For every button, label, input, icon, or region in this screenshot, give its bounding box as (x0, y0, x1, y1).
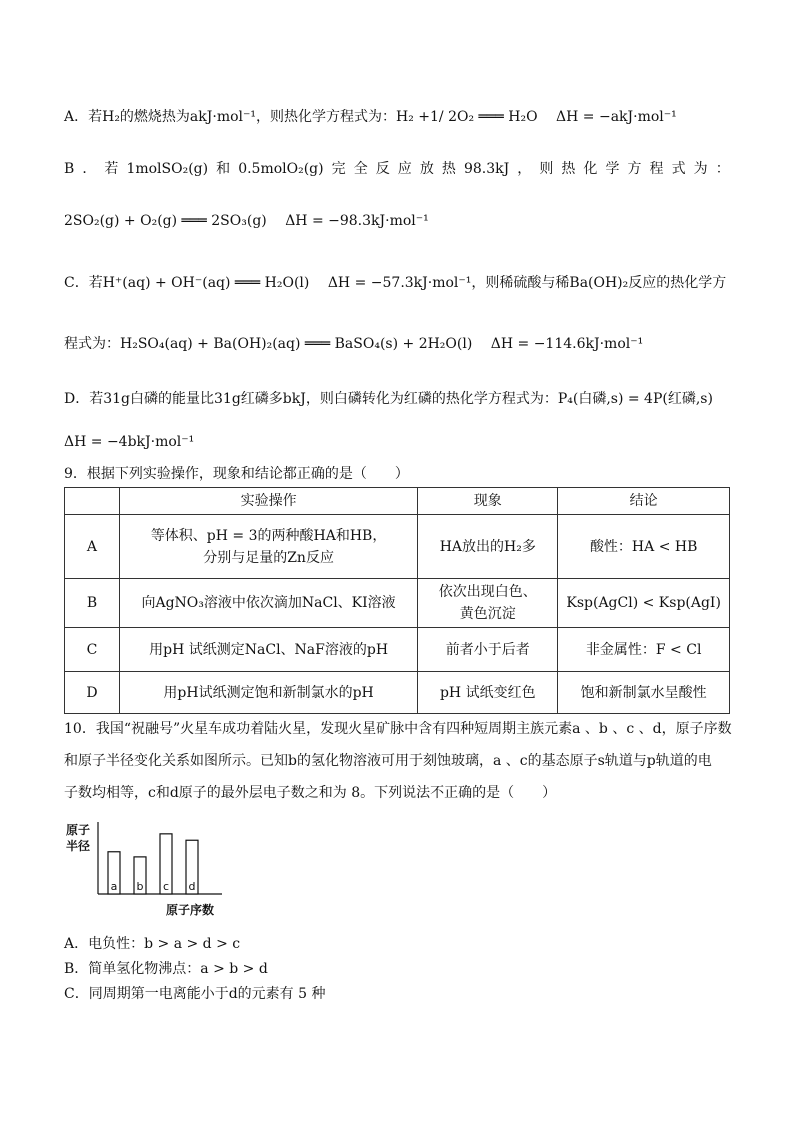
option-b-token: 完 (331, 161, 346, 177)
option-b-token: 放 (419, 161, 434, 177)
option-b-token: 化 (583, 161, 598, 177)
option-b-token: 学 (605, 161, 620, 177)
option-b-token: 则 (539, 161, 554, 177)
q8-option-d-line1: D．若31g白磷的能量比31g红磷多bkJ，则白磷转化为红磷的热化学方程式为：P₄(白磷,s) = 4P(红磷,s) (64, 391, 713, 407)
q10-option-b: B．简单氢化物沸点：a > b > d (64, 961, 268, 977)
option-b-token: 为 (693, 161, 708, 177)
row-phenomenon: 依次出现白色、黄色沉淀 (418, 579, 558, 628)
option-b-token: 0.5molO₂(g) (238, 161, 324, 177)
q10-stem-line2: 和原子半径变化关系如图所示。已知b的氢化物溶液可用于刻蚀玻璃，a 、c的基态原子s轨道与p轨道的电 (64, 753, 712, 769)
table-row (65, 672, 730, 714)
q8-option-d-line2: ΔH = −4bkJ·mol⁻¹ (64, 434, 195, 450)
row-conclusion: 酸性：HA < HB (558, 515, 730, 579)
table-row (65, 628, 730, 672)
row-operation: 用pH试纸测定饱和新制氯水的pH (119, 672, 417, 714)
row-label: C (65, 628, 120, 672)
option-b-token: 反 (375, 161, 390, 177)
option-b-token: 热 (441, 161, 456, 177)
row-phenomenon: pH 试纸变红色 (418, 672, 558, 714)
option-b-token: 和 (216, 161, 231, 177)
option-b-token: 方 (627, 161, 642, 177)
chart-ylabel-line1: 原子 (66, 823, 91, 837)
option-b-token: 全 (353, 161, 368, 177)
table-header-cell (65, 488, 120, 515)
bar-label-a: a (110, 880, 118, 893)
option-b-token: 应 (397, 161, 412, 177)
option-b-token: ． (82, 161, 97, 177)
option-b-token: 若 (104, 161, 119, 177)
option-b-token: 1molSO₂(g) (126, 161, 209, 177)
row-label: A (65, 515, 120, 579)
row-label: B (65, 579, 120, 628)
row-conclusion: 非金属性：F < Cl (558, 628, 730, 672)
row-phenomenon: HA放出的H₂多 (418, 515, 558, 579)
bar-label-d: d (188, 880, 196, 893)
row-label: D (65, 672, 120, 714)
option-b-token: 程 (649, 161, 664, 177)
q10-stem-line1: 10．我国“祝融号”火星车成功着陆火星，发现火星矿脉中含有四种短周期主族元素a 、b 、c 、d，原子序数 (64, 721, 732, 737)
atomic-radius-bar-chart (62, 818, 232, 920)
row-conclusion: Ksp(AgCl) < Ksp(AgI) (558, 579, 730, 628)
option-b-token: ： (715, 161, 730, 177)
q10-option-a: A．电负性：b > a > d > c (64, 936, 241, 952)
option-b-token: 热 (561, 161, 576, 177)
row-operation: 等体积、pH = 3的两种酸HA和HB，分别与足量的Zn反应 (119, 515, 417, 579)
experiment-table (64, 487, 730, 714)
row-operation: 向AgNO₃溶液中依次滴加NaCl、KI溶液 (119, 579, 417, 628)
table-header-cell: 现象 (418, 488, 558, 515)
q8-option-b-line1 (64, 158, 730, 180)
option-b-token: ， (517, 161, 532, 177)
q8-option-a: A．若H₂的燃烧热为akJ·mol⁻¹，则热化学方程式为：H₂ +1/ 2O₂ ═══ H₂O ΔH = −akJ·mol⁻¹ (64, 109, 677, 125)
row-conclusion: 饱和新制氯水呈酸性 (558, 672, 730, 714)
q8-option-c-line2: 程式为：H₂SO₄(aq) + Ba(OH)₂(aq) ═══ BaSO₄(s) + 2H₂O(l) ΔH = −114.6kJ·mol⁻¹ (64, 336, 644, 352)
row-phenomenon: 前者小于后者 (418, 628, 558, 672)
table-header-row (65, 488, 730, 515)
table-row (65, 579, 730, 628)
table-row (65, 515, 730, 579)
option-b-token: B (64, 161, 75, 177)
option-b-token: 98.3kJ (463, 161, 510, 177)
table-header-cell: 结论 (558, 488, 730, 515)
q9-stem: 9．根据下列实验操作，现象和结论都正确的是（ ） (64, 466, 409, 482)
option-b-token: 式 (671, 161, 686, 177)
q10-option-c: C．同周期第一电离能小于d的元素有 5 种 (64, 986, 326, 1002)
q8-option-b-equation: 2SO₂(g) + O₂(g) ═══ 2SO₃(g) ΔH = −98.3kJ·mol⁻¹ (64, 213, 429, 229)
bar-label-c: c (162, 880, 170, 893)
q8-option-c-line1: C．若H⁺(aq) + OH⁻(aq) ═══ H₂O(l) ΔH = −57.3kJ·mol⁻¹，则稀硫酸与稀Ba(OH)₂反应的热化学方 (64, 275, 727, 291)
row-operation: 用pH 试纸测定NaCl、NaF溶液的pH (119, 628, 417, 672)
chart-xlabel: 原子序数 (166, 903, 215, 917)
table-header-cell: 实验操作 (119, 488, 417, 515)
q10-stem-line3: 子数均相等，c和d原子的最外层电子数之和为 8。下列说法不正确的是（ ） (64, 785, 557, 801)
bar-label-b: b (136, 880, 144, 893)
chart-ylabel-line2: 半径 (66, 839, 91, 853)
